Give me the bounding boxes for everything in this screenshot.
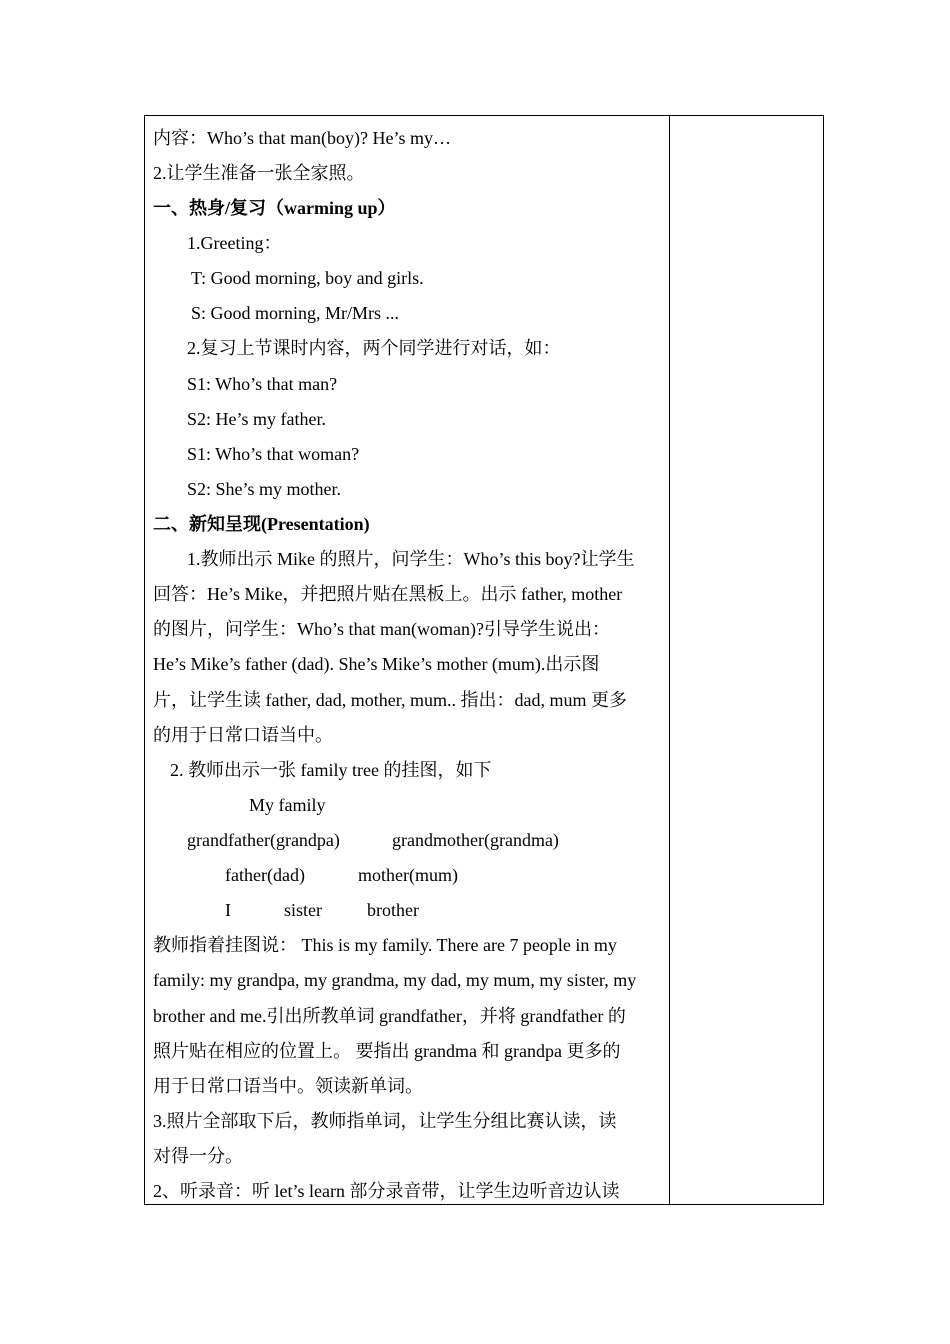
prep-line: 2.让学生准备一张全家照。 bbox=[153, 163, 365, 183]
column-divider bbox=[669, 115, 670, 1205]
family-tree-node: brother bbox=[367, 900, 419, 920]
section-heading-presentation: 二、新知呈现(Presentation) bbox=[153, 514, 370, 534]
section-heading-warmup: 一、热身/复习（warming up） bbox=[153, 198, 396, 218]
paragraph-line: 的用于日常口语当中。 bbox=[153, 725, 333, 745]
paragraph-line: 用于日常口语当中。领读新单词。 bbox=[153, 1076, 423, 1096]
family-tree-node: sister bbox=[284, 900, 322, 920]
dialogue-line: S1: Who’s that woman? bbox=[187, 444, 360, 464]
paragraph-line: family: my grandpa, my grandma, my dad, my mum, my sister, my bbox=[153, 970, 637, 990]
family-tree-title: My family bbox=[249, 795, 326, 815]
paragraph-line: 照片贴在相应的位置上。 要指出 grandma 和 grandpa 更多的 bbox=[153, 1041, 621, 1061]
paragraph-line: 教师指着挂图说： This is my family. There are 7 people in my bbox=[153, 935, 617, 955]
dialogue-line: S1: Who’s that man? bbox=[187, 374, 338, 394]
paragraph-line: 片，让学生读 father, dad, mother, mum.. 指出：dad, mum 更多 bbox=[153, 690, 627, 710]
greeting-step: 1.Greeting： bbox=[187, 233, 282, 253]
content-line: 内容：Who’s that man(boy)? He’s my… bbox=[153, 128, 451, 148]
family-tree-node: mother(mum) bbox=[358, 865, 458, 885]
dialogue-line: S: Good morning, Mr/Mrs ... bbox=[191, 303, 400, 323]
dialogue-line: S2: He’s my father. bbox=[187, 409, 326, 429]
family-tree-node: grandfather(grandpa) bbox=[187, 830, 340, 850]
family-tree-step: 2. 教师出示一张 family tree 的挂图，如下 bbox=[170, 760, 492, 780]
family-tree-node: grandmother(grandma) bbox=[392, 830, 559, 850]
paragraph-line: 对得一分。 bbox=[153, 1146, 243, 1166]
family-tree-node: father(dad) bbox=[225, 865, 305, 885]
paragraph-line: 1.教师出示 Mike 的照片，问学生：Who’s this boy?让学生 bbox=[187, 549, 635, 569]
paragraph-line: 的图片，问学生：Who’s that man(woman)?引导学生说出： bbox=[153, 619, 610, 639]
dialogue-line: T: Good morning, boy and girls. bbox=[191, 268, 424, 288]
paragraph-line: brother and me.引出所教单词 grandfather，并将 grandfather 的 bbox=[153, 1006, 626, 1026]
paragraph-line: 回答：He’s Mike，并把照片贴在黑板上。出示 father, mother bbox=[153, 584, 623, 604]
family-tree-node: I bbox=[225, 900, 231, 920]
paragraph-line: 3.照片全部取下后，教师指单词，让学生分组比赛认读，读 bbox=[153, 1111, 617, 1131]
paragraph-line: He’s Mike’s father (dad). She’s Mike’s mother (mum).出示图 bbox=[153, 654, 600, 674]
paragraph-line: 2、听录音：听 let’s learn 部分录音带，让学生边听音边认读 bbox=[153, 1181, 620, 1201]
dialogue-line: S2: She’s my mother. bbox=[187, 479, 342, 499]
review-step: 2.复习上节课时内容，两个同学进行对话，如： bbox=[187, 338, 561, 358]
